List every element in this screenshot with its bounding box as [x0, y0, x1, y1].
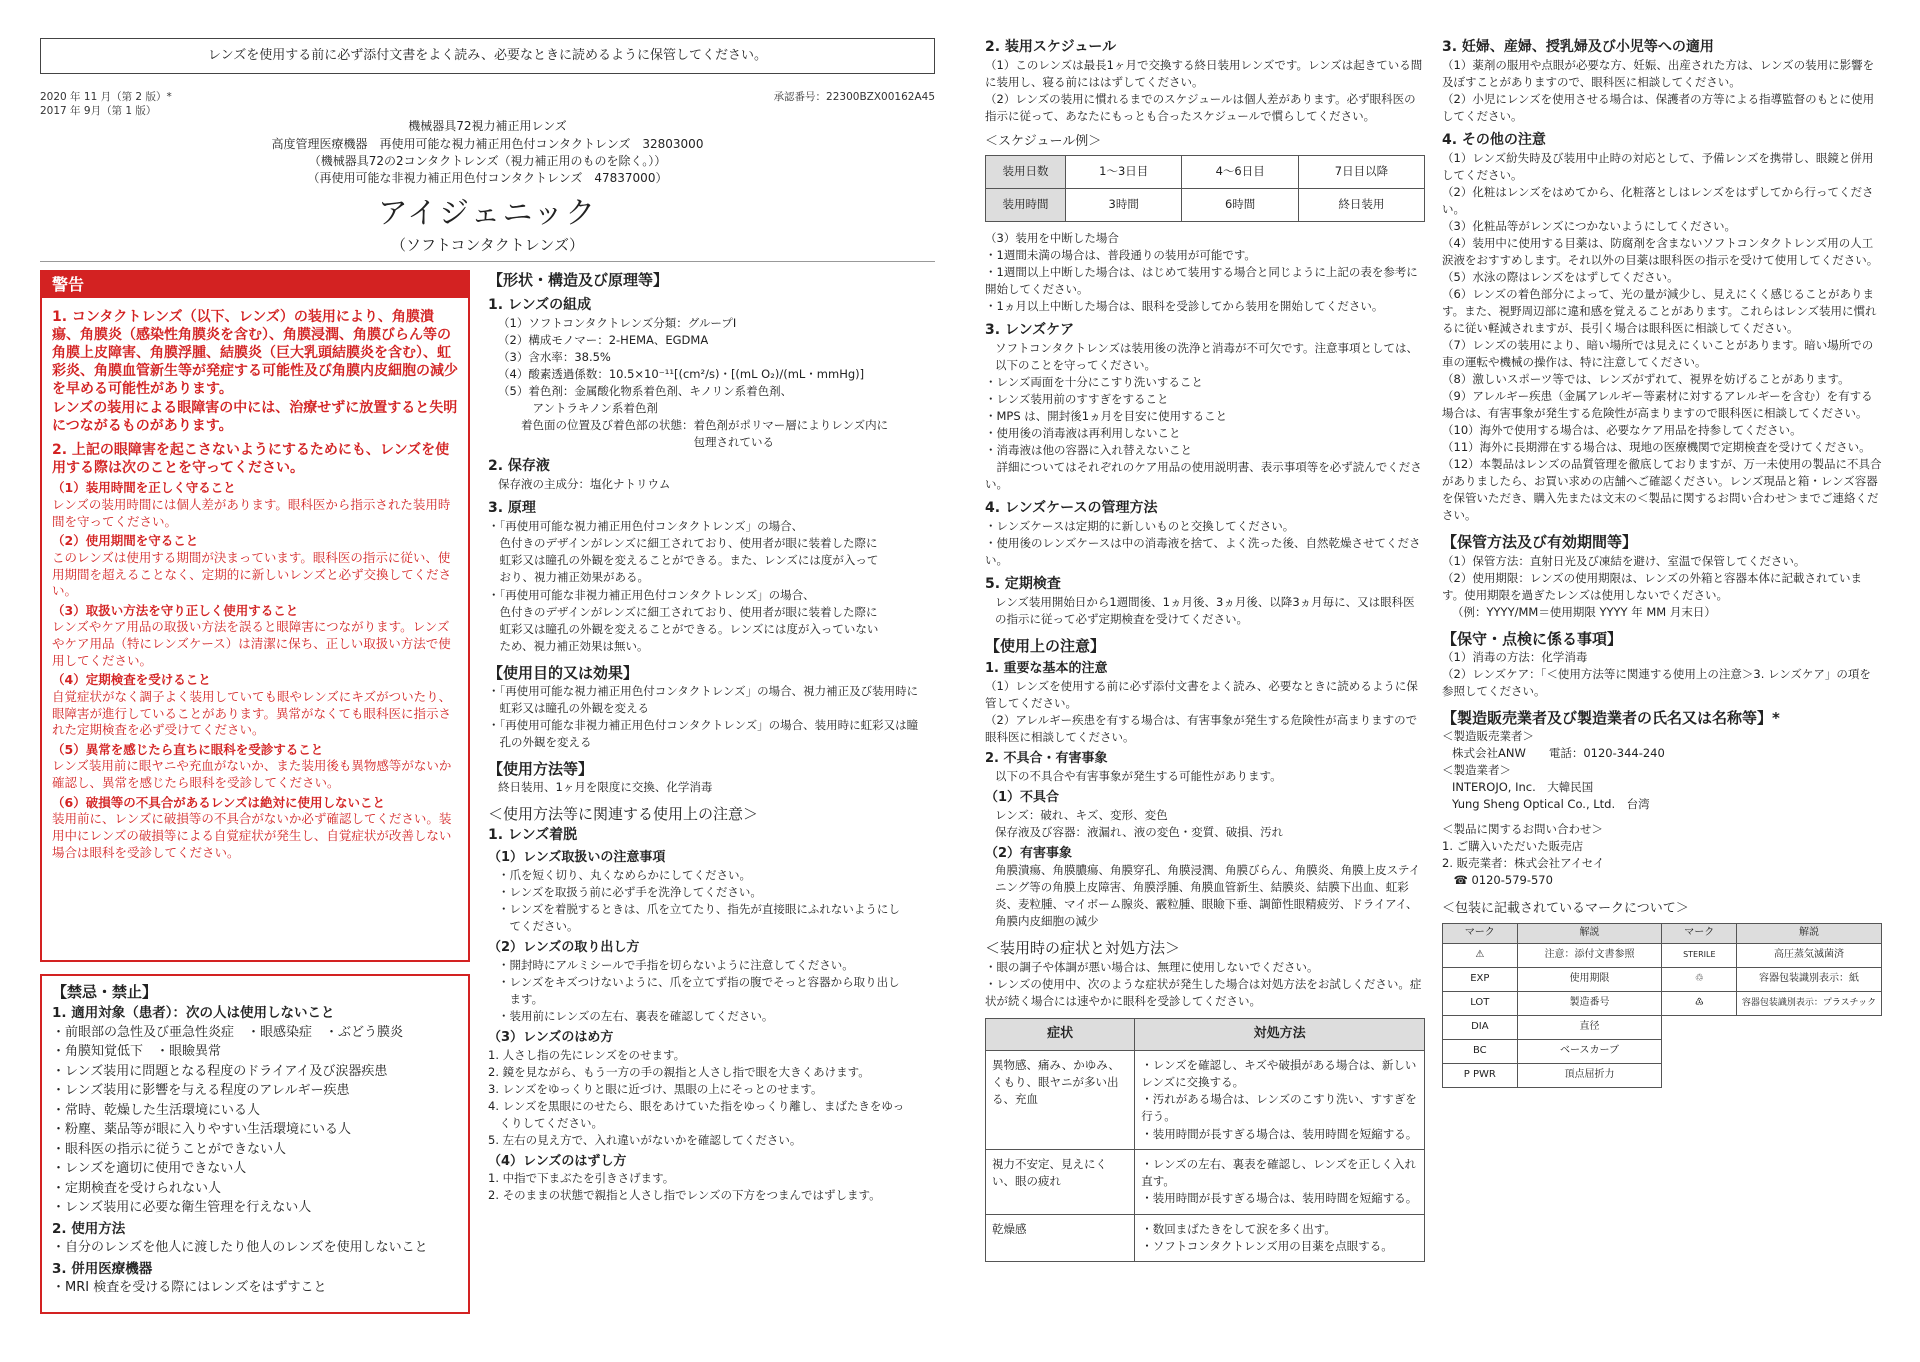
table-row — [986, 188, 1425, 221]
warning-b1: 1. コンタクトレンズ（以下、レンズ）の装用により、角膜潰瘍、角膜炎（感染性角膜炎を含む）、角膜浸潤、角膜びらん等の角膜上皮障害、角膜浮腫、結膜炎（巨大乳頭結膜炎を含む）、虹彩炎、角膜血管新生等が発症する可能性及び角膜内皮細胞の減少を早める可能性があります。 — [52, 308, 458, 398]
table-cell: 7日目以降 — [1298, 155, 1424, 188]
section-title: 【形状・構造及び原理等】 — [488, 270, 669, 289]
warning-item-heading: （3）取扱い方法を守り正しく使用すること — [52, 602, 299, 618]
class-line: 高度管理医療機器 再使用可能な視力補正用色付コンタクトレンズ 32803000 — [271, 136, 704, 151]
class-line: （機械器具72の2コンタクトレンズ（視力補正用のものを除く。）） — [308, 153, 667, 168]
table-cell: 直径 — [1517, 1015, 1662, 1039]
table-cell: 視力不安定、見えにくい、眼の疲れ — [986, 1149, 1135, 1214]
class-line: （再使用可能な非視力補正用色付コンタクトレンズ 47837000） — [307, 171, 668, 186]
table-cell: ・レンズを確認し、キズや破損がある場合は、新しいレンズに交換する。 ・汚れがある場合は、レンズのこすり洗い、すすぎを行う。 ・装用時間が長すぎる場合は、装用時間を短縮する。 — [1135, 1050, 1425, 1149]
text-line: 4. レンズを黒眼にのせたら、眼をあけていた指をゆっくり離し、まばたきをゆっ — [488, 1098, 905, 1113]
text-line: （5）着色剤：金属酸化物系着色剤、キノリン系着色剤、 — [498, 384, 793, 399]
text-line: （7）レンズの装用により、暗い場所では見えにくいことがあります。暗い場所での車の運転や機械の操作は、特に注意してください。 — [1442, 338, 1874, 370]
table-cell: 頂点屈折力 — [1517, 1063, 1662, 1087]
table-cell: 製造番号 — [1517, 991, 1662, 1015]
table-cell: P PWR — [1443, 1063, 1518, 1087]
text-line: 着色面の位置及び着色部の状態：着色剤がポリマー層によりレンズ内に — [498, 418, 889, 433]
text-line: ＜製品に関するお問い合わせ＞ — [1442, 822, 1603, 837]
text-line: （2）構成モノマー：2-HEMA、EGDMA — [498, 333, 709, 348]
text-line: （2）小児にレンズを使用させる場合は、保護者の方等による指導監督のもとに使用してください。 — [1442, 92, 1875, 124]
table-header: 症状 — [986, 1018, 1135, 1050]
section-heading: 2. 不具合・有害事象 — [985, 751, 1108, 767]
warning-b1b: レンズの装用による眼障害の中には、治療せずに放置すると失明につながるものがあります。 — [52, 399, 458, 434]
warning-item-heading: （2）使用期間を守ること — [52, 533, 199, 549]
text-line: 角膜潰瘍、角膜膿瘍、角膜穿孔、角膜浸潤、角膜びらん、角膜炎、角膜上皮ステイニング等の角膜上皮障害、角膜浮腫、角膜血管新生、結膜炎、結膜下出血、虹彩炎、麦粒腫、マイボーム腺炎、霰粒腫、眼瞼下垂、調節性眼精疲労、ドライアイ、角膜内皮細胞の減少 — [995, 863, 1421, 929]
text-line: ・開封時にアルミシールで手指を切らないように注意してください。 — [498, 957, 854, 972]
text-line: 株式会社ANW 電話：0120-344-240 — [1452, 746, 1665, 761]
column-right — [1442, 38, 1882, 1338]
text-line: （3）含水率：38.5% — [498, 350, 611, 365]
table-header: 解説 — [1517, 923, 1662, 943]
text-line: 5. 左右の見え方で、入れ違いがないかを確認してください。 — [488, 1132, 802, 1147]
product-subtitle: （ソフトコンタクトレンズ） — [391, 235, 584, 254]
section-heading: 2. 装用スケジュール — [985, 39, 1117, 55]
contraindication-item: ・レンズ装用に必要な衛生管理を行えない人 — [52, 1200, 312, 1216]
text-line: （9）アレルギー疾患（金属アレルギー等素材に対するアレルギーを含む）を有する場合は、有害事象が発生する危険性が高まりますので眼科医に相談してください。 — [1442, 389, 1873, 421]
contraindication-item: ・粉塵、薬品等が眼に入りやすい生活環境にいる人 — [52, 1122, 352, 1138]
table-cell: ベースカーブ — [1517, 1039, 1662, 1063]
text-line: （5）水泳の際はレンズをはずしてください。 — [1442, 270, 1679, 285]
contraindication-subhead: 3. 併用医療機器 — [52, 1260, 153, 1277]
text-line: ・レンズを着脱するときは、爪を立てたり、指先が直接眼にふれないようにし — [498, 902, 900, 917]
text-line: 3. レンズをゆっくりと眼に近づけ、黒眼の上にそっとのせます。 — [488, 1081, 823, 1096]
text-line: おり、視力補正効果がある。 — [488, 570, 649, 585]
table-cell: 注意：添付文書参照 — [1517, 943, 1662, 967]
text-line: Yung Sheng Optical Co., Ltd. 台湾 — [1452, 797, 1650, 812]
table-row — [986, 1050, 1425, 1149]
text-line: （1）保管方法：直射日光及び凍結を避け、室温で保管してください。 — [1442, 553, 1806, 568]
contraindication-item: ・常時、乾燥した生活環境にいる人 — [52, 1102, 261, 1118]
text-line: ・消毒液は他の容器に入れ替えないこと — [985, 442, 1192, 457]
table-row — [1443, 1063, 1882, 1087]
text-line: ・眼の調子や体調が悪い場合は、無理に使用しないでください。 — [985, 959, 1319, 974]
table-header-row — [986, 1018, 1425, 1050]
table-cell: 異物感、痛み、かゆみ、くもり、眼ヤニが多い出る、充血 — [986, 1050, 1135, 1149]
section-heading: 2. 保存液 — [488, 458, 550, 475]
right-pane — [488, 270, 935, 1314]
subsection-heading: （4）レンズのはずし方 — [488, 1153, 627, 1169]
table-cell: 1〜3日目 — [1066, 155, 1182, 188]
table-header: 解説 — [1737, 923, 1882, 943]
text-line: （1）薬剤の服用や点眼が必要な方、妊娠、出産された方は、レンズの装用に影響を及ぼすことがありますので、眼科医に相談してください。 — [1442, 58, 1875, 90]
text-line: 保存液及び容器：液漏れ、液の変色・変質、破損、汚れ — [995, 824, 1284, 839]
classification — [40, 118, 935, 188]
text-line: （1）消毒の方法：化学消毒 — [1442, 650, 1588, 665]
text-line: ・使用後のレンズケースは中の消毒液を捨て、よく洗った後、自然乾燥させてください。 — [985, 536, 1421, 568]
text-line: ・レンズケースは定期的に新しいものと交換してください。 — [985, 519, 1295, 534]
column-middle — [985, 38, 1425, 1338]
symptoms-table — [985, 1018, 1425, 1263]
contraindication-subhead: 1. 適用対象（患者）：次の人は使用しないこと — [52, 1005, 335, 1022]
text-line: 2. 販売業者：株式会社アイセイ — [1442, 856, 1605, 871]
sterile-mark-icon: STERILE — [1662, 943, 1737, 967]
table-cell: 4〜6日目 — [1182, 155, 1298, 188]
text-line: アントラキノン系着色剤 — [498, 401, 658, 416]
text-line: ・MPS は、開封後1ヵ月を目安に使用すること — [985, 408, 1228, 423]
table-row — [1443, 1015, 1882, 1039]
text-line: （例：YYYY/MM＝使用期限 YYYY 年 MM 月末日） — [1452, 604, 1716, 619]
text-line: ・レンズを取扱う前に必ず手を洗浄してください。 — [498, 885, 762, 900]
product-name: アイジェニック — [377, 195, 598, 231]
section-heading: 1. レンズの組成 — [488, 297, 592, 314]
warning-item-heading: （6）破損等の不具合があるレンズは絶対に使用しないこと — [52, 794, 386, 810]
warning-item-text: レンズやケア用品の取扱い方法を誤ると眼障害につながります。レンズやケア用品（特にレンズケース）は清潔に保ち、正しい取扱い方法で使用してください。 — [52, 619, 451, 668]
section-heading: 5. 定期検査 — [985, 576, 1061, 593]
text-line: 虹彩又は瞳孔の外観を変えることができる。また、レンズには度が入って — [488, 553, 879, 568]
section-heading: 3. レンズケア — [985, 321, 1075, 338]
table-header: マーク — [1662, 923, 1737, 943]
table-cell: 高圧蒸気滅菌済 — [1737, 943, 1882, 967]
text-line: （2）アレルギー疾患を有する場合は、有害事象が発生する危険性が高まりますので眼科医に相談してください。 — [985, 713, 1418, 745]
text-line: レンズ装用開始日から1週間後、1ヵ月後、3ヵ月後、以降3ヵ月毎に、又は眼科医の指示に従って必ず定期検査を受けてください。 — [995, 595, 1415, 627]
warning-item-text: 装用前に、レンズに破損等の不具合がないか必ず確認してください。装用中にレンズの破損等による自覚症状が発生し、自覚症状が改善しない場合は眼科を受診してください。 — [52, 811, 452, 860]
text-line: 色付きのデザインがレンズに細工されており、使用者が眼に装着した際に — [488, 604, 878, 619]
marks-table — [1442, 923, 1882, 1088]
table-cell: 乾燥感 — [986, 1214, 1135, 1262]
text-line: （4）装用中に使用する目薬は、防腐剤を含まないソフトコンタクトレンズ用の人工涙液をおすすめします。それ以外の目薬は眼科医の指示を受けて使用してください。 — [1442, 236, 1879, 268]
text-line: （4）酸素透過係数：10.5×10⁻¹¹[(cm²/s)・[(mL O₂)/(mL・mmHg)] — [498, 367, 865, 382]
text-line: ため、視力補正効果は無い。 — [488, 638, 649, 653]
text-line: 保存液の主成分：塩化ナトリウム — [498, 477, 671, 492]
contraindication-box — [40, 974, 470, 1314]
warning-item-heading: （4）定期検査を受けること — [52, 672, 211, 688]
section-heading: 3. 原理 — [488, 500, 536, 517]
subsection-heading: （3）レンズのはめ方 — [488, 1029, 614, 1045]
text-line: ・装用前にレンズの左右、裏表を確認してください。 — [498, 1008, 774, 1023]
text-line: （1）レンズを使用する前に必ず添付文書をよく読み、必要なときに読めるように保管してください。 — [985, 679, 1418, 711]
section-title: ＜使用方法等に関連する使用上の注意＞ — [488, 805, 759, 824]
warning-item-heading: （5）異常を感じたら直ちに眼科を受診すること — [52, 741, 324, 757]
table-title: ＜スケジュール例＞ — [985, 134, 1102, 150]
section-title: 【保守・点検に係る事項】 — [1442, 629, 1623, 648]
text-line: （1）レンズ紛失時及び装用中止時の対応として、予備レンズを携帯し、眼鏡と併用してください。 — [1442, 151, 1874, 183]
contraindication-item: ・定期検査を受けられない人 — [52, 1180, 222, 1196]
subsection-heading: （2）有害事象 — [985, 845, 1073, 861]
plastic-recycle-icon: ♳ — [1662, 991, 1737, 1015]
text-line: ・1週間以上中断した場合は、はじめて装用する場合と同じように上記の表を参考に開始してください。 — [985, 264, 1418, 296]
text-line: ・「再使用可能な視力補正用色付コンタクトレンズ」の場合、視力補正及び装用時に — [488, 683, 919, 698]
warning-item-text: レンズ装用前に眼ヤニや充血がないか、また装用後も異物感等がないか確認し、異常を感じたら眼科を受診してください。 — [52, 758, 452, 791]
meta-row — [40, 90, 935, 119]
text-line: ・レンズをキズつけないように、爪を立てず指の腹でそっと容器から取り出し — [498, 974, 900, 989]
contraindication-item: ・前眼部の急性及び亜急性炎症 ・眼感染症 ・ぶどう膜炎 — [52, 1024, 404, 1040]
text-line: ます。 — [498, 991, 544, 1006]
warning-item-text: 自覚症状がなく調子よく装用していても眼やレンズにキズがついたり、眼障害が進行していることがあります。異常がなくても眼科医に指示された定期検査を必ず受けてください。 — [52, 688, 452, 738]
section-heading: 1. 重要な基本的注意 — [985, 661, 1108, 677]
approval-number: 承認番号：22300BZX00162A45 — [773, 90, 935, 103]
text-line: 1. 中指で下まぶたを引きさげます。 — [488, 1171, 675, 1186]
text-line: 1. 人さし指の先にレンズをのせます。 — [488, 1047, 686, 1062]
text-line: ＜製造販売業者＞ — [1442, 729, 1534, 744]
text-line: （1）ソフトコンタクトレンズ分類：グループⅠ — [498, 316, 737, 331]
table-row — [986, 1149, 1425, 1214]
table-cell: 使用期限 — [1517, 967, 1662, 991]
table-cell: BC — [1443, 1039, 1518, 1063]
table-cell: 容器包装識別表示：紙 — [1737, 967, 1882, 991]
table-header: マーク — [1443, 923, 1518, 943]
contraindication-item: ・眼科医の指示に従うことができない人 — [52, 1141, 287, 1157]
text-line: ・レンズ装用前のすすぎをすること — [985, 391, 1169, 406]
table-row — [1443, 943, 1882, 967]
table-cell: 終日装用 — [1298, 188, 1424, 221]
text-line: （8）激しいスポーツ等では、レンズがずれて、視界を妨げることがあります。 — [1442, 372, 1850, 387]
subsection-heading: （2）レンズの取り出し方 — [488, 940, 640, 956]
section-title: 【製造販売業者及び製造業者の氏名又は名称等】* — [1442, 709, 1780, 728]
section-title: ＜装用時の症状と対処方法＞ — [985, 939, 1181, 958]
contraindication-item: ・角膜知覚低下 ・眼瞼異常 — [52, 1044, 222, 1060]
notice-box: レンズを使用する前に必ず添付文書をよく読み、必要なときに読めるように保管してください。 — [40, 38, 935, 74]
table-row — [1443, 1039, 1882, 1063]
contraindication-item: ・レンズ装用に問題となる程度のドライアイ及び涙器疾患 — [52, 1063, 388, 1079]
text-line: ・1週間未満の場合は、普段通りの装用が可能です。 — [985, 247, 1256, 262]
text-line: （1）このレンズは最長1ヶ月で交換する終日装用レンズです。レンズは起きている間に装用し、寝る前にははずしてください。 — [985, 58, 1423, 90]
section-heading: 4. その他の注意 — [1442, 132, 1546, 149]
warning-triangle-icon: ⚠ — [1443, 943, 1518, 967]
contraindication-item: ・自分のレンズを他人に渡したり他人のレンズを使用しないこと — [52, 1240, 428, 1256]
text-line: ・使用後の消毒液は再利用しないこと — [985, 425, 1181, 440]
text-line: ・「再使用可能な非視力補正用色付コンタクトレンズ」の場合、 — [488, 587, 815, 602]
text-line: くりしてください。 — [488, 1115, 603, 1130]
text-line: てください。 — [498, 919, 579, 934]
section-title: 【使用上の注意】 — [985, 637, 1106, 656]
table-cell: LOT — [1443, 991, 1518, 1015]
warning-b2: 2. 上記の眼障害を起こさないようにするためにも、レンズを使用する際は次のことを守ってください。 — [52, 442, 450, 477]
contraindication-title: 【禁忌・禁止】 — [52, 982, 158, 1001]
table-cell: EXP — [1443, 967, 1518, 991]
contraindication-subhead: 2. 使用方法 — [52, 1220, 126, 1237]
table-cell: 6時間 — [1182, 188, 1298, 221]
revision-line: 2017 年 9月（第 1 版） — [40, 104, 157, 117]
contraindication-item: ・MRI 検査を受ける際にはレンズをはずすこと — [52, 1279, 327, 1295]
table-row — [986, 155, 1425, 188]
text-line: 虹彩又は瞳孔の外観を変えることができる。レンズには度が入っていない — [488, 621, 879, 636]
table-cell: 装用日数 — [986, 155, 1066, 188]
text-line: （11）海外に長期滞在する場合は、現地の医療機関で定期検査を受けてください。 — [1442, 440, 1871, 455]
warning-item-text: レンズの装用時間には個人差があります。眼科医から指示された装用時間を守ってください。 — [52, 497, 451, 529]
text-line: INTEROJO, Inc. 大韓民国 — [1452, 780, 1594, 795]
column-left — [40, 38, 935, 1338]
table-cell: DIA — [1443, 1015, 1518, 1039]
text-line: （10）海外で使用する場合は、必要なケア用品を持参してください。 — [1442, 423, 1802, 438]
contraindication-item: ・レンズを適切に使用できない人 — [52, 1161, 247, 1177]
section-heading: 3. 妊婦、産婦、授乳婦及び小児等への適用 — [1442, 39, 1714, 55]
text-line: ソフトコンタクトレンズは装用後の洗浄と消毒が不可欠です。注意事項としては、以下のことを守ってください。 — [995, 340, 1419, 372]
schedule-table — [985, 155, 1425, 222]
subsection-heading: （1）不具合 — [985, 789, 1060, 805]
text-line: ☎ 0120-579-570 — [1442, 873, 1553, 888]
section-heading: 4. レンズケースの管理方法 — [985, 500, 1158, 517]
text-line: （3）装用を中断した場合 — [985, 230, 1119, 245]
table-title: ＜包装に記載されているマークについて＞ — [1442, 901, 1689, 917]
text-line: （2）化粧はレンズをはめてから、化粧落としはレンズをはずしてから行ってください。 — [1442, 185, 1874, 217]
text-line: 2. そのままの状態で親指と人さし指でレンズの下方をつまんではずします。 — [488, 1188, 881, 1203]
text-line: 虹彩又は瞳孔の外観を変える — [488, 700, 649, 715]
divider — [40, 261, 935, 262]
table-row — [986, 1214, 1425, 1262]
table-cell: ・レンズの左右、裏表を確認し、レンズを正しく入れ直す。 ・装用時間が長すぎる場合は、装用時間を短縮する。 — [1135, 1149, 1425, 1214]
table-row — [1443, 967, 1882, 991]
text-line: 1. ご購入いただいた販売店 — [1442, 839, 1584, 854]
warning-box — [40, 270, 470, 962]
text-line: 以下の不具合や有害事象が発生する可能性があります。 — [995, 768, 1282, 783]
text-line: 詳細についてはそれぞれのケア用品の使用説明書、表示事項等を必ず読んでください。 — [985, 459, 1422, 491]
text-line: （2）レンズケア：「＜使用方法等に関連する使用上の注意＞3. レンズケア」の項を参照してください。 — [1442, 667, 1871, 699]
text-line: レンズ：破れ、キズ、変形、変色 — [995, 807, 1168, 822]
text-line: ＜製造業者＞ — [1442, 763, 1511, 778]
text-line: ・「再使用可能な視力補正用色付コンタクトレンズ」の場合、 — [488, 519, 804, 534]
section-title: 【使用目的又は効果】 — [488, 663, 639, 682]
section-heading: 1. レンズ着脱 — [488, 827, 578, 844]
warning-item-text: このレンズは使用する期間が決まっています。眼科医の指示に従い、使用期間を超えることなく、定期的に新しいレンズと必ず交換してください。 — [52, 549, 452, 599]
left-pane — [40, 270, 470, 1314]
subsection-heading: （1）レンズ取扱いの注意事項 — [488, 850, 666, 866]
text-line: 包理されている — [498, 435, 774, 450]
text-line: ・爪を短く切り、丸くなめらかにしてください。 — [498, 868, 751, 883]
text-line: ・1ヵ月以上中断した場合は、眼科を受診してから装用を開始してください。 — [985, 298, 1384, 313]
table-cell: 容器包装識別表示：プラスチック — [1737, 991, 1882, 1015]
section-title: 【保管方法及び有効期間等】 — [1442, 533, 1638, 552]
warning-item-heading: （1）装用時間を正しく守ること — [52, 480, 236, 496]
text-line: （3）化粧品等がレンズにつかないようにしてください。 — [1442, 219, 1736, 234]
table-header-row — [1443, 923, 1882, 943]
text-line: ・レンズの使用中、次のような症状が発生した場合は対処方法をお試しください。症状が続く場合には速やかに眼科を受診してください。 — [985, 976, 1422, 1008]
contraindication-item: ・レンズ装用に影響を与える程度のアレルギー疾患 — [52, 1083, 350, 1099]
table-row — [1443, 991, 1882, 1015]
text-line: ・「再使用可能な非視力補正用色付コンタクトレンズ」の場合、装用時に虹彩又は瞳 — [488, 717, 919, 732]
text-line: 色付きのデザインがレンズに細工されており、使用者が眼に装着した際に — [488, 536, 878, 551]
class-line: 機械器具72視力補正用レンズ — [408, 119, 567, 134]
text-line: （6）レンズの着色部分によって、光の量が減少し、見えにくく感じることがあります。また、視野周辺部に違和感を覚えることがあります。これらはレンズ装用に慣れるに従い軽減されますが、長引く場合は眼科医に相談してください。 — [1442, 287, 1877, 336]
text-line: （2）レンズの装用に慣れるまでのスケジュールは個人差があります。必ず眼科医の指示に従って、あなたにもっとも合ったスケジュールで慣らしてください。 — [985, 92, 1416, 124]
revision-line: 2020 年 11 月（第 2 版）* — [40, 90, 172, 103]
text-line: 孔の外観を変える — [488, 734, 592, 749]
text-line: 2. 鏡を見ながら、もう一方の手の親指と人さし指で眼を大きくあけます。 — [488, 1064, 870, 1079]
text-line: （12）本製品はレンズの品質管理を徹底しておりますが、万一未使用の製品に不具合がありましたら、お買い求めの店舗へご確認ください。レンズ現品と箱・レンズ容器を保管いただき、購入先または文末の＜製品に関するお問い合わせ＞までご連絡ください。 — [1442, 457, 1882, 523]
table-cell: ・数回まばたきをして涙を多く出す。 ・ソフトコンタクトレンズ用の目薬を点眼する。 — [1135, 1214, 1425, 1262]
warning-title: 警告 — [42, 272, 468, 298]
paper-recycle-icon: ♲ — [1662, 967, 1737, 991]
table-cell: 装用時間 — [986, 188, 1066, 221]
table-cell: 3時間 — [1066, 188, 1182, 221]
table-header: 対処方法 — [1135, 1018, 1425, 1050]
text-line: ・レンズ両面を十分にこすり洗いすること — [985, 374, 1203, 389]
text-line: 終日装用、1ヶ月を限度に交換、化学消毒 — [498, 780, 713, 795]
text-line: （2）使用期限：レンズの使用期限は、レンズの外箱と容器本体に記載されています。使用期限を過ぎたレンズは使用しないでください。 — [1442, 570, 1863, 602]
section-title: 【使用方法等】 — [488, 759, 594, 778]
